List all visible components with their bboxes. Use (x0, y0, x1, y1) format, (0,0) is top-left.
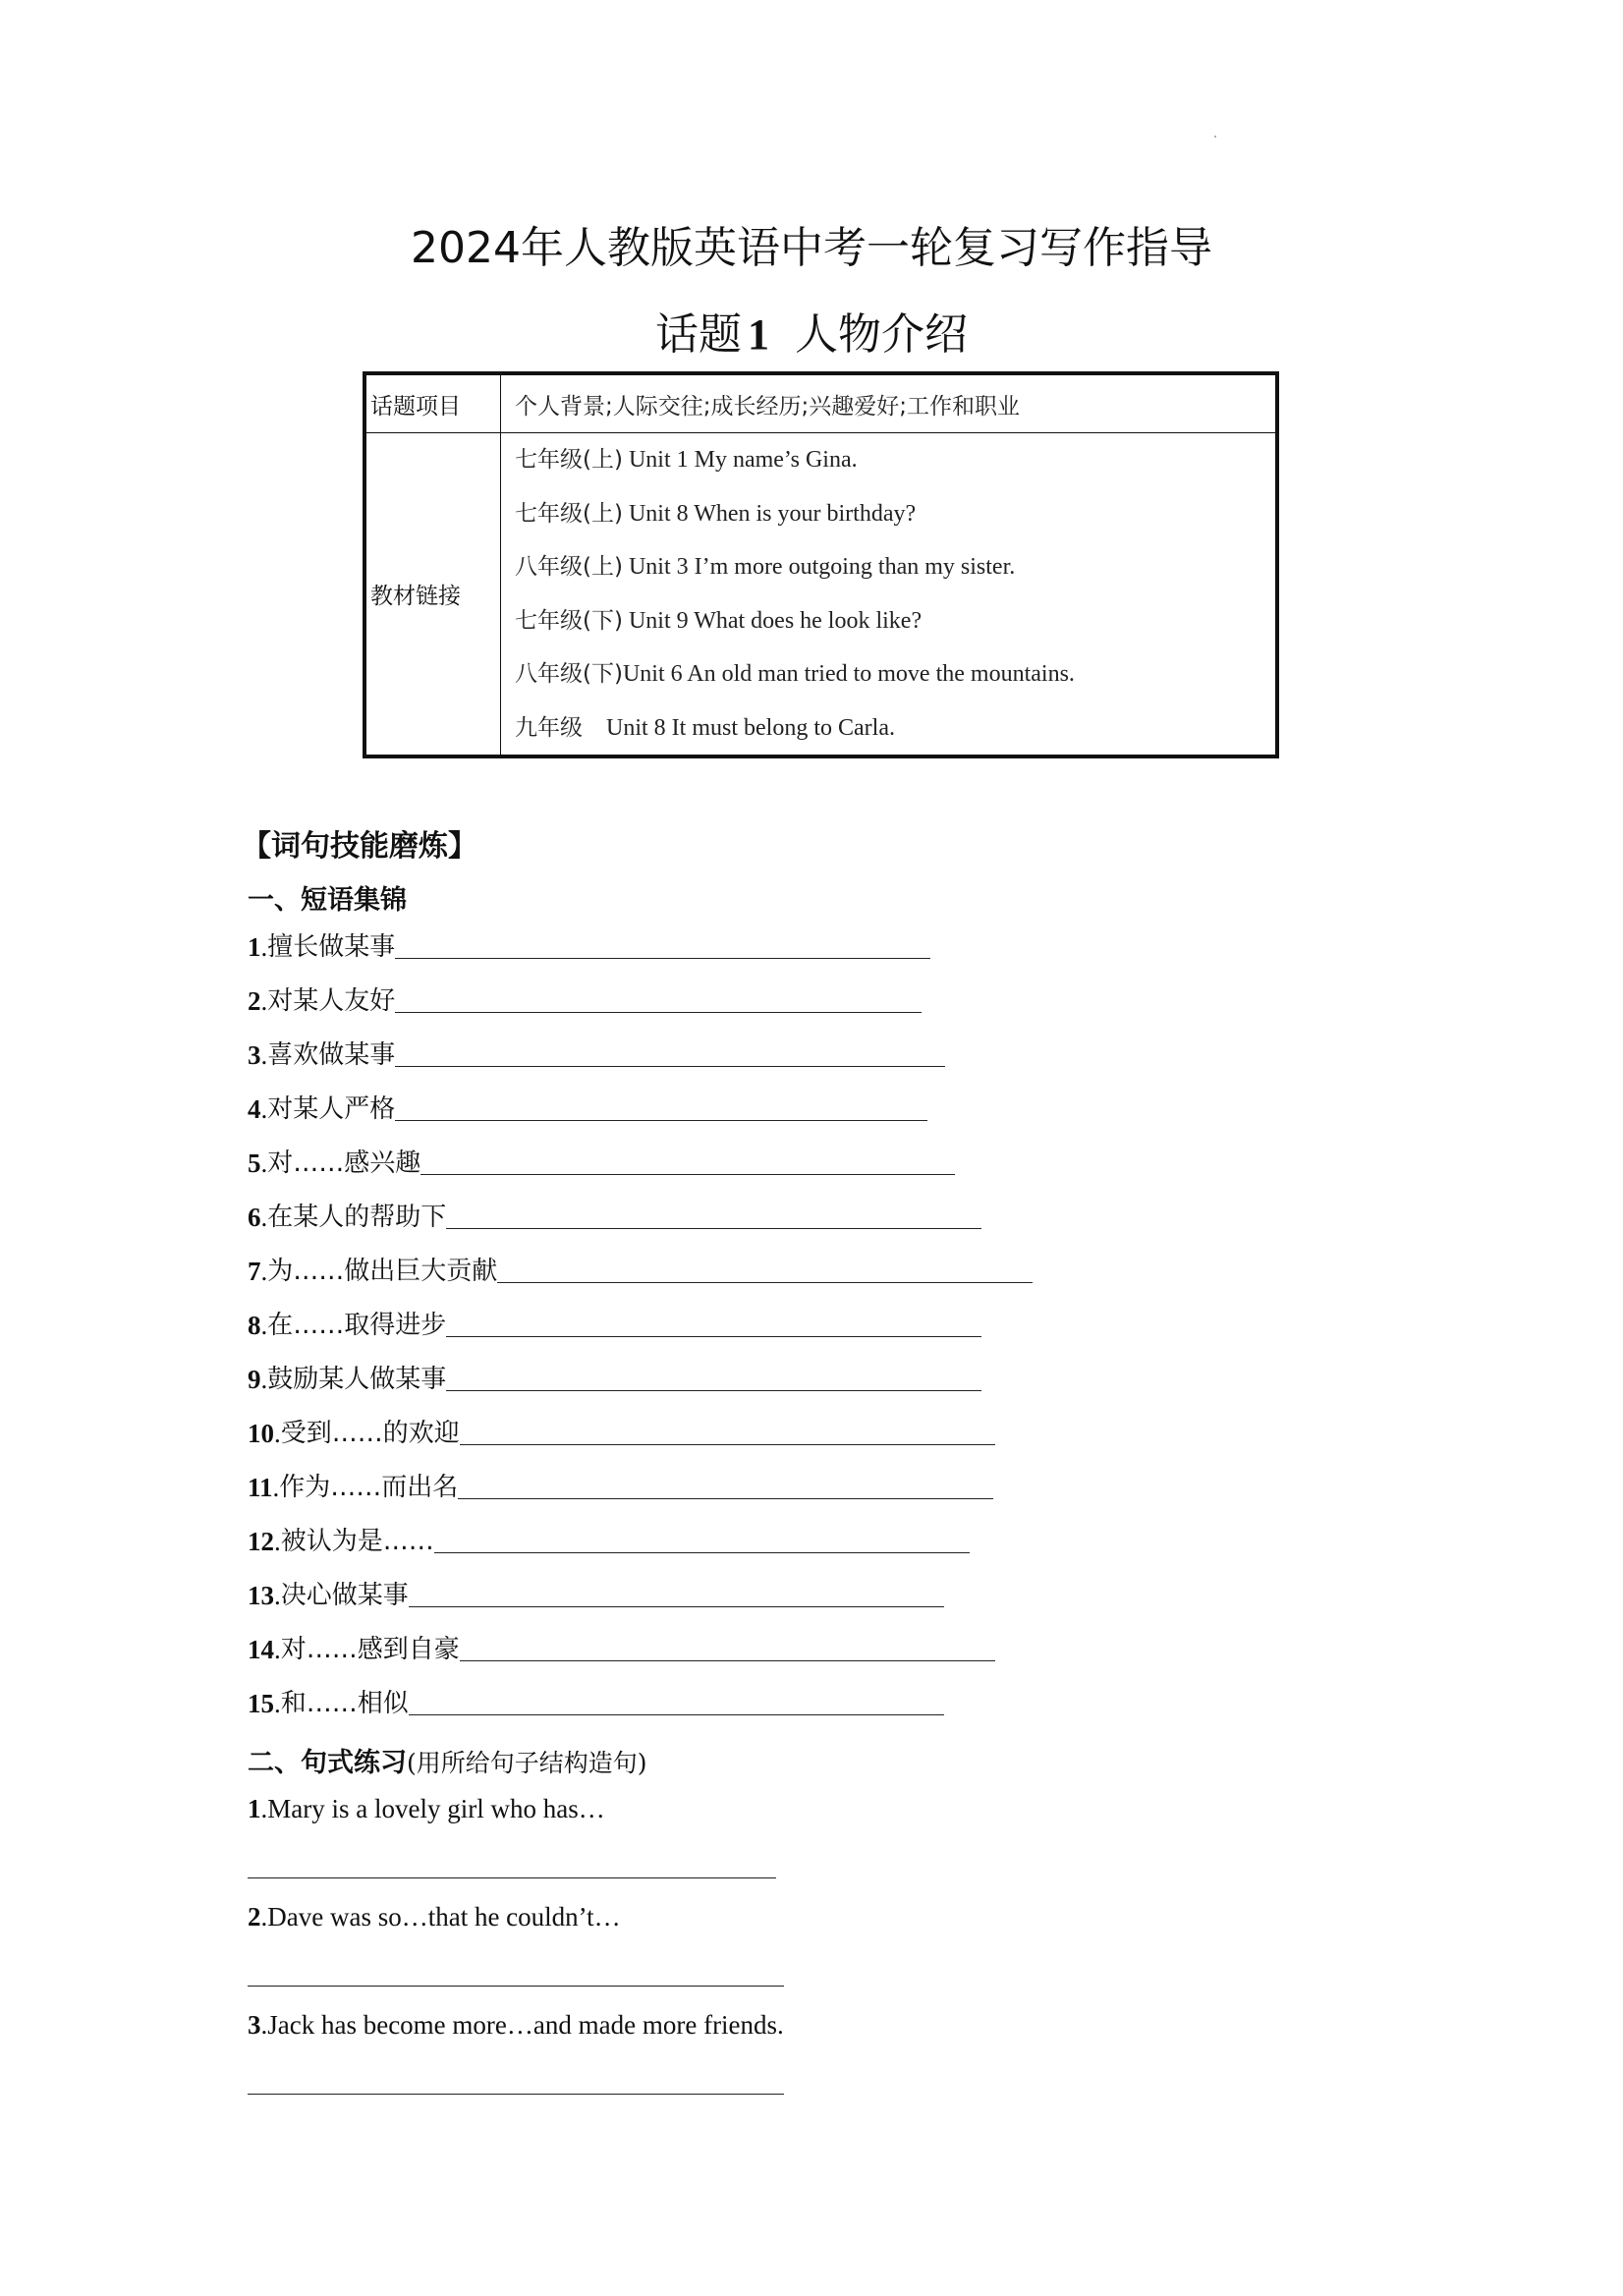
topic-prefix: 话题 (655, 309, 742, 360)
phrase-item: 11 . 作为……而出名 (248, 1468, 993, 1503)
answer-blank[interactable] (458, 1497, 993, 1499)
answer-blank[interactable] (395, 1011, 922, 1013)
phrase-item: 9 . 鼓励某人做某事 (248, 1360, 981, 1395)
answer-blank[interactable] (446, 1389, 981, 1391)
textbook-link: 七年级(下) Unit 9 What does he look like? (515, 607, 923, 634)
sentence-answer-line[interactable] (248, 1876, 776, 1878)
sentence-prompt: 1.Mary is a lovely girl who has… (248, 1794, 605, 1823)
answer-blank[interactable] (395, 957, 930, 959)
phrase-item: 1 . 擅长做某事 (248, 927, 930, 963)
phrase-item: 13 . 决心做某事 (248, 1576, 944, 1611)
textbook-links-list (501, 433, 1278, 757)
answer-blank[interactable] (460, 1659, 995, 1661)
textbook-links-row (364, 433, 1277, 757)
sentence-practice-note: (用所给句子结构造句) (407, 1749, 647, 1777)
scan-dot (1214, 136, 1216, 138)
textbook-links-label: 教材链接 (364, 433, 501, 757)
topic-items-label: 话题项目 (364, 373, 501, 433)
sentence-practice-heading: 二、句式练习(用所给句子结构造句) (248, 1748, 647, 1778)
textbook-link: 九年级 Unit 8 It must belong to Carla. (515, 714, 895, 741)
sentence-answer-line[interactable] (248, 2093, 784, 2095)
document-title: 2024年人教版英语中考一轮复习写作指导 (411, 223, 1212, 273)
topic-name: 人物介绍 (795, 309, 968, 360)
answer-blank[interactable] (446, 1227, 981, 1229)
answer-blank[interactable] (497, 1281, 1033, 1283)
sentence-prompt: 3.Jack has become more…and made more friends. (248, 2010, 784, 2040)
phrases-heading: 一、短语集锦 (248, 885, 407, 916)
skills-section-heading: 【词句技能磨炼】 (242, 829, 477, 864)
answer-blank[interactable] (434, 1551, 970, 1553)
phrase-item: 7 . 为……做出巨大贡献 (248, 1252, 1033, 1287)
topic-info-table (363, 371, 1279, 758)
textbook-link: 八年级(上) Unit 3 I’m more outgoing than my sister. (515, 554, 1016, 580)
phrase-item: 14 . 对……感到自豪 (248, 1630, 995, 1665)
phrase-item: 3 . 喜欢做某事 (248, 1036, 945, 1071)
answer-blank[interactable] (395, 1065, 945, 1067)
phrase-item: 8 . 在……取得进步 (248, 1306, 981, 1341)
answer-blank[interactable] (420, 1173, 955, 1175)
phrase-item: 5 . 对……感兴趣 (248, 1144, 955, 1179)
answer-blank[interactable] (460, 1443, 995, 1445)
sentence-answer-line[interactable] (248, 1985, 784, 1987)
topic-title (0, 299, 1623, 362)
answer-blank[interactable] (395, 1119, 927, 1121)
phrase-item: 15 . 和……相似 (248, 1684, 944, 1719)
textbook-link: 七年级(上) Unit 8 When is your birthday? (515, 500, 917, 527)
textbook-link: 八年级(下)Unit 6 An old man tried to move the mountains. (515, 661, 1075, 687)
phrase-item: 6 . 在某人的帮助下 (248, 1198, 981, 1233)
topic-items-row (364, 373, 1277, 433)
answer-blank[interactable] (446, 1335, 981, 1337)
phrase-item: 2 . 对某人友好 (248, 981, 922, 1017)
phrase-item: 10 . 受到……的欢迎 (248, 1414, 995, 1449)
sentence-prompt: 2.Dave was so…that he couldn’t… (248, 1902, 621, 1932)
phrase-item: 4 . 对某人严格 (248, 1090, 927, 1125)
topic-number: 1 (748, 310, 769, 359)
topic-items-value: 个人背景;人际交往;成长经历;兴趣爱好;工作和职业 (501, 373, 1278, 433)
answer-blank[interactable] (409, 1713, 944, 1715)
textbook-link: 七年级(上) Unit 1 My name’s Gina. (515, 447, 858, 473)
phrase-item: 12 . 被认为是…… (248, 1522, 970, 1557)
answer-blank[interactable] (409, 1605, 944, 1607)
